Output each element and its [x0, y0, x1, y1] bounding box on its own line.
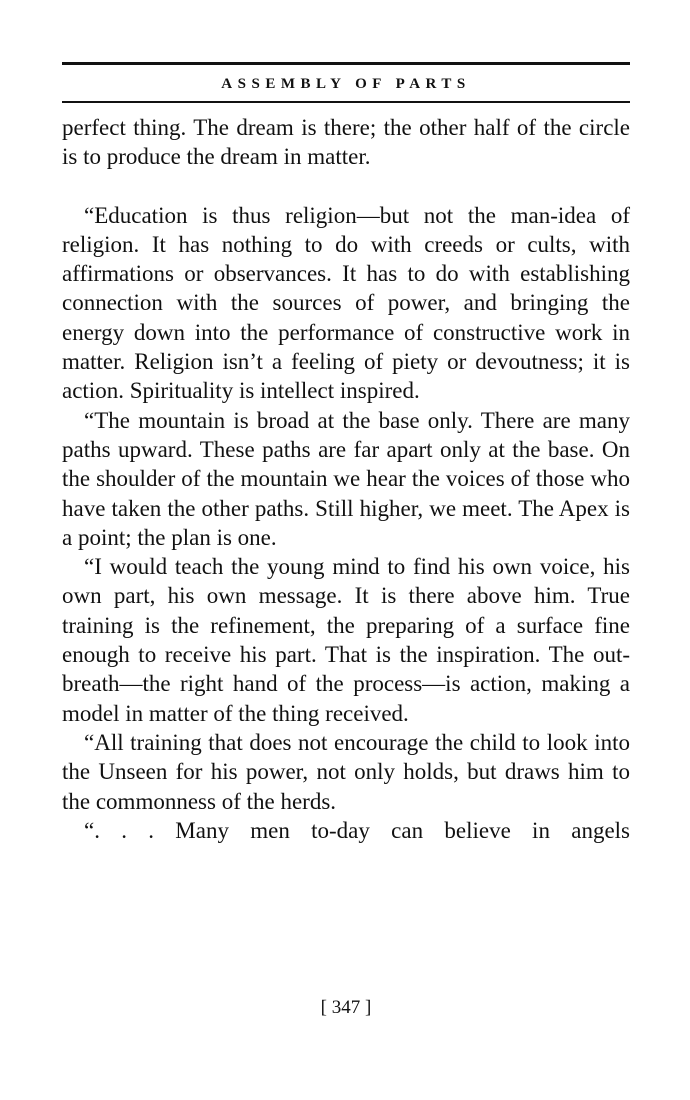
page-number: [ 347 ]	[320, 997, 372, 1018]
paragraph: “Education is thus religion—but not the man-idea of religion. It has nothing to do with creeds or cults, with affirmations or observances. It has to do with establishing connection with the sources of power, and bringing the energy down into the performance of constructive work in matter. Religion isn’t a feeling of piety or devoutness; it is action. Spirituality is intellect inspired.	[62, 202, 630, 404]
book-page	[62, 62, 630, 1018]
body-text	[62, 113, 630, 845]
paragraph: “I would teach the young mind to find his own voice, his own part, his own message. It is there above him. True training is the refinement, the preparing of a surface fine enough to receive his part. That is the inspiration. The out-breath—the right hand of the process—is action, making a model in matter of the thing received.	[62, 554, 630, 726]
head-rule	[62, 101, 630, 103]
running-head: ASSEMBLY OF PARTS	[221, 76, 471, 92]
paragraph: “The mountain is broad at the base only. There are many paths upward. These paths are far apart only at the base. On the shoulder of the mountain we hear the voices of those who have taken the other paths. Still higher, we meet. The Apex is a point; the plan is one.	[62, 407, 630, 550]
paragraph: “All training that does not encourage the child to look into the Unseen for his power, not only holds, but draws him to the commonness of the herds.	[62, 729, 630, 814]
paragraph-continues: “. . . Many men to-day can believe in angels	[84, 817, 630, 843]
paragraph-continued: perfect thing. The dream is there; the other half of the circle is to produce the dream in matter.	[62, 115, 630, 170]
